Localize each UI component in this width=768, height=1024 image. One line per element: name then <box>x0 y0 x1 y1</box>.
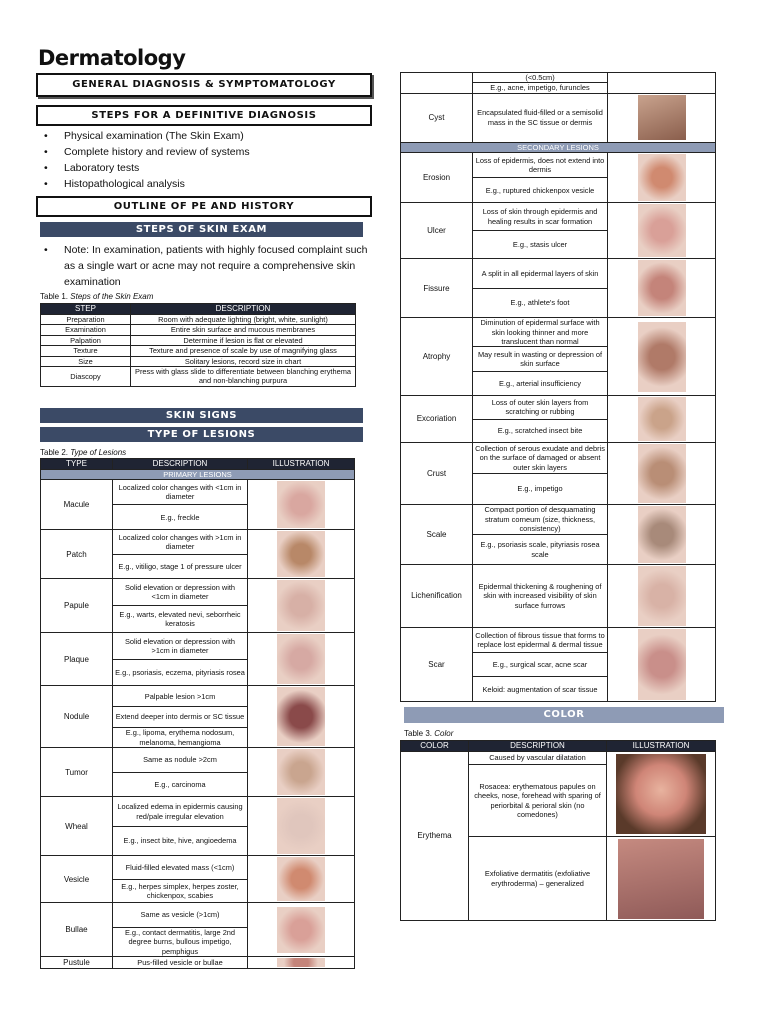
desc-cell: E.g., psoriasis scale, pityriasis rosea scale <box>473 535 608 565</box>
desc-cell: Compact portion of desquamating stratum corneum (size, thickness, consistency) <box>473 505 608 535</box>
lesion-photo <box>277 798 325 854</box>
lesion-photo <box>638 629 686 700</box>
skin-signs-header: SKIN SIGNS <box>40 408 363 423</box>
table-row <box>401 443 716 474</box>
secondary-lesions-subheader: SECONDARY LESIONS <box>401 142 716 152</box>
desc-cell: May result in wasting or depression of skin surface <box>473 347 608 371</box>
table-row <box>41 367 356 387</box>
desc-cell: Fluid-filled elevated mass (<1cm) <box>113 856 248 880</box>
desc-cell: E.g., vitiligo, stage 1 of pressure ulcer <box>113 554 248 579</box>
illustration-cell <box>608 565 716 628</box>
lesion-photo <box>277 634 325 684</box>
table-header: COLOR <box>401 741 469 752</box>
list-item: • Complete history and review of systems <box>36 144 376 160</box>
desc-cell: E.g., insect bite, hive, angioedema <box>113 826 248 856</box>
table-row <box>401 259 716 289</box>
desc-cell: Localized edema in epidermis causing red/pale irregular elevation <box>113 797 248 827</box>
illustration-cell <box>248 530 355 579</box>
type-cell: Cyst <box>401 93 473 142</box>
lesion-photo <box>638 444 686 503</box>
note-text: • Note: In examination, patients with highly focused complaint such as a single wart or acne may not require a comprehensive skin examination <box>36 242 376 290</box>
desc-cell: E.g., impetigo <box>473 474 608 505</box>
type-cell: Vesicle <box>41 856 113 903</box>
table-row <box>401 505 716 535</box>
lesion-photo <box>638 154 686 201</box>
table-row <box>401 93 716 142</box>
skin-exam-header: STEPS OF SKIN EXAM <box>40 222 363 237</box>
desc-cell: Room with adequate lighting (bright, white, sunlight) <box>131 315 356 325</box>
rosacea-photo <box>616 754 706 834</box>
list-item: • Histopathological analysis <box>36 176 376 192</box>
type-cell: Macule <box>41 480 113 530</box>
table-row <box>401 203 716 231</box>
lesion-photo <box>638 566 686 626</box>
table-row <box>401 565 716 628</box>
type-cell: Pustule <box>41 957 113 969</box>
table-row <box>401 628 716 653</box>
lesion-photo <box>277 580 325 631</box>
illustration-cell <box>608 318 716 396</box>
desc-cell: Loss of outer skin layers from scratching or rubbing <box>473 396 608 420</box>
table-row <box>401 396 716 420</box>
step-cell: Preparation <box>41 315 131 325</box>
lesion-photo <box>277 531 325 577</box>
illustration-cell <box>248 480 355 530</box>
outline-header: OUTLINE OF PE AND HISTORY <box>36 196 372 217</box>
table3-caption: Table 3. Color <box>404 729 454 738</box>
desc-cell: Diminution of epidermal surface with skin looking thinner and more translucent than normal <box>473 318 608 347</box>
desc-cell: Entire skin surface and mucous membranes <box>131 325 356 335</box>
desc-cell: Solid elevation or depression with <1cm in diameter <box>113 579 248 606</box>
type-cell: Erythema <box>401 752 469 921</box>
desc-cell: E.g., warts, elevated nevi, seborrheic keratosis <box>113 606 248 633</box>
desc-cell: Collection of serous exudate and debris on the surface of damaged or absent outer skin layers <box>473 443 608 474</box>
table-row <box>41 686 355 707</box>
desc-cell: E.g., herpes simplex, herpes zoster, chickenpox, scabies <box>113 879 248 903</box>
step-cell: Examination <box>41 325 131 335</box>
table-row <box>41 356 356 366</box>
table-header: DESCRIPTION <box>131 304 356 315</box>
lesion-photo <box>638 397 686 441</box>
table-row <box>41 335 356 345</box>
table1-caption: Table 1. Steps of the Skin Exam <box>40 292 154 301</box>
lesion-photo <box>638 322 686 392</box>
list-item: • Physical examination (The Skin Exam) <box>36 128 376 144</box>
type-cell: Fissure <box>401 259 473 318</box>
illustration-cell <box>608 396 716 443</box>
desc-cell: Loss of epidermis, does not extend into dermis <box>473 153 608 178</box>
type-cell: Excoriation <box>401 396 473 443</box>
desc-cell: Epidermal thickening & roughening of skin with increased visibility of skin surface furrows <box>473 565 608 628</box>
table-row <box>41 797 355 827</box>
type-cell: Ulcer <box>401 203 473 259</box>
table-header: DESCRIPTION <box>469 741 607 752</box>
table-header: DESCRIPTION <box>113 459 248 470</box>
table-row <box>41 480 355 505</box>
desc-cell: Collection of fibrous tissue that forms to replace lost epidermal & dermal tissue <box>473 628 608 653</box>
step-cell: Texture <box>41 346 131 356</box>
type-cell: Bullae <box>41 903 113 957</box>
desc-cell: E.g., ruptured chickenpox vesicle <box>473 178 608 203</box>
primary-lesions-subheader: PRIMARY LESIONS <box>41 470 355 480</box>
color-header: COLOR <box>404 707 724 723</box>
lesion-photo <box>277 907 325 953</box>
steps-list <box>36 128 376 192</box>
table2-caption: Table 2. Type of Lesions <box>40 448 127 457</box>
type-cell: Papule <box>41 579 113 633</box>
erythroderma-photo <box>618 839 704 919</box>
desc-cell: E.g., carcinoma <box>113 772 248 797</box>
lesions-table <box>40 458 355 969</box>
illustration-cell <box>608 443 716 505</box>
lesion-photo <box>638 506 686 563</box>
skin-exam-table <box>40 303 356 387</box>
general-diagnosis-header: GENERAL DIAGNOSIS & SYMPTOMATOLOGY <box>36 73 372 97</box>
lesion-photo <box>277 481 325 528</box>
desc-cell: Localized color changes with >1cm in diameter <box>113 530 248 555</box>
desc-cell: Encapsulated fluid-filled or a semisolid mass in the SC tissue or dermis <box>473 93 608 142</box>
desc-cell: Texture and presence of scale by use of magnifying glass <box>131 346 356 356</box>
type-cell: Patch <box>41 530 113 579</box>
table-row <box>41 748 355 773</box>
table-row <box>41 530 355 555</box>
page-title: Dermatology <box>38 46 186 70</box>
type-of-lesions-header: TYPE OF LESIONS <box>40 427 363 442</box>
table-row <box>401 318 716 347</box>
table-row <box>401 73 716 83</box>
type-cell: Nodule <box>41 686 113 748</box>
type-cell: Tumor <box>41 748 113 797</box>
lesion-photo <box>277 687 325 746</box>
table-row <box>401 752 716 765</box>
desc-cell: Caused by vascular dilatation <box>469 752 607 765</box>
illustration-cell <box>608 203 716 259</box>
lesions-table-continued <box>400 72 716 702</box>
type-cell: Scar <box>401 628 473 702</box>
step-cell: Diascopy <box>41 367 131 387</box>
desc-cell: Keloid: augmentation of scar tissue <box>473 677 608 702</box>
desc-cell: Same as nodule >2cm <box>113 748 248 773</box>
illustration-cell <box>608 628 716 702</box>
lesion-photo <box>638 204 686 257</box>
illustration-cell <box>607 752 716 837</box>
type-cell: Lichenification <box>401 565 473 628</box>
desc-cell: Palpable lesion >1cm <box>113 686 248 707</box>
desc-cell: Solitary lesions, record size in chart <box>131 356 356 366</box>
desc-cell: E.g., surgical scar, acne scar <box>473 652 608 677</box>
table-header: TYPE <box>41 459 113 470</box>
lesion-photo <box>277 749 325 795</box>
desc-cell: Press with glass slide to differentiate between blanching erythema and non-blanching purpura <box>131 367 356 387</box>
table-row <box>41 856 355 880</box>
illustration-cell <box>607 837 716 921</box>
illustration-cell <box>608 153 716 203</box>
desc-cell: Loss of skin through epidermis and healing results in scar formation <box>473 203 608 231</box>
steps-definitive-header: STEPS FOR A DEFINITIVE DIAGNOSIS <box>36 105 372 126</box>
type-cell: Crust <box>401 443 473 505</box>
table-header: ILLUSTRATION <box>248 459 355 470</box>
desc-cell: Localized color changes with <1cm in diameter <box>113 480 248 505</box>
illustration-cell <box>248 686 355 748</box>
desc-cell: Extend deeper into dermis or SC tissue <box>113 707 248 728</box>
desc-cell: E.g., freckle <box>113 505 248 530</box>
table-header: ILLUSTRATION <box>607 741 716 752</box>
desc-cell: Solid elevation or depression with >1cm in diameter <box>113 633 248 660</box>
desc-cell: E.g., arterial insufficiency <box>473 371 608 395</box>
type-cell: Plaque <box>41 633 113 686</box>
type-cell: Wheal <box>41 797 113 856</box>
illustration-cell <box>248 903 355 957</box>
desc-cell: E.g., stasis ulcer <box>473 231 608 259</box>
illustration-cell <box>608 93 716 142</box>
desc-cell: Same as vesicle (>1cm) <box>113 903 248 928</box>
desc-cell: E.g., psoriasis, eczema, pityriasis rosea <box>113 659 248 686</box>
table-header: STEP <box>41 304 131 315</box>
lesion-photo <box>277 857 325 901</box>
illustration-cell <box>248 856 355 903</box>
type-cell: Atrophy <box>401 318 473 396</box>
desc-cell: Determine if lesion is flat or elevated <box>131 335 356 345</box>
lesion-photo <box>277 958 325 967</box>
lesion-photo <box>638 95 686 140</box>
step-cell: Size <box>41 356 131 366</box>
table-row <box>41 325 356 335</box>
note-list <box>36 242 376 290</box>
illustration-cell <box>248 957 355 969</box>
illustration-cell <box>248 748 355 797</box>
table-row <box>41 579 355 606</box>
illustration-cell <box>608 259 716 318</box>
table-row <box>41 957 355 969</box>
table-row <box>41 315 356 325</box>
desc-cell: E.g., scratched insect bite <box>473 419 608 443</box>
step-cell: Palpation <box>41 335 131 345</box>
table-row <box>401 153 716 178</box>
desc-cell: Rosacea: erythematous papules on cheeks, nose, forehead with sparing of periorbital & perioral skin (no comedones) <box>469 765 607 837</box>
illustration-cell <box>248 797 355 856</box>
desc-cell: E.g., acne, impetigo, furuncles <box>473 83 608 93</box>
desc-cell: Pus-filled vesicle or bullae <box>113 957 248 969</box>
illustration-cell <box>608 505 716 565</box>
list-item: • Laboratory tests <box>36 160 376 176</box>
illustration-cell <box>248 579 355 633</box>
desc-cell: E.g., lipoma, erythema nodosum, melanoma, hemangioma <box>113 727 248 748</box>
desc-cell: E.g., contact dermatitis, large 2nd degree burns, bullous impetigo, pemphigus <box>113 927 248 956</box>
desc-cell: A split in all epidermal layers of skin <box>473 259 608 289</box>
desc-cell: (<0.5cm) <box>473 73 608 83</box>
desc-cell: Exfoliative dermatitis (exfoliative erythroderma) – generalized <box>469 837 607 921</box>
desc-cell: E.g., athlete's foot <box>473 288 608 318</box>
table-row <box>41 633 355 660</box>
illustration-cell <box>248 633 355 686</box>
type-cell: Erosion <box>401 153 473 203</box>
color-table <box>400 740 716 921</box>
table-row <box>41 346 356 356</box>
lesion-photo <box>638 260 686 316</box>
type-cell: Scale <box>401 505 473 565</box>
table-row <box>41 903 355 928</box>
